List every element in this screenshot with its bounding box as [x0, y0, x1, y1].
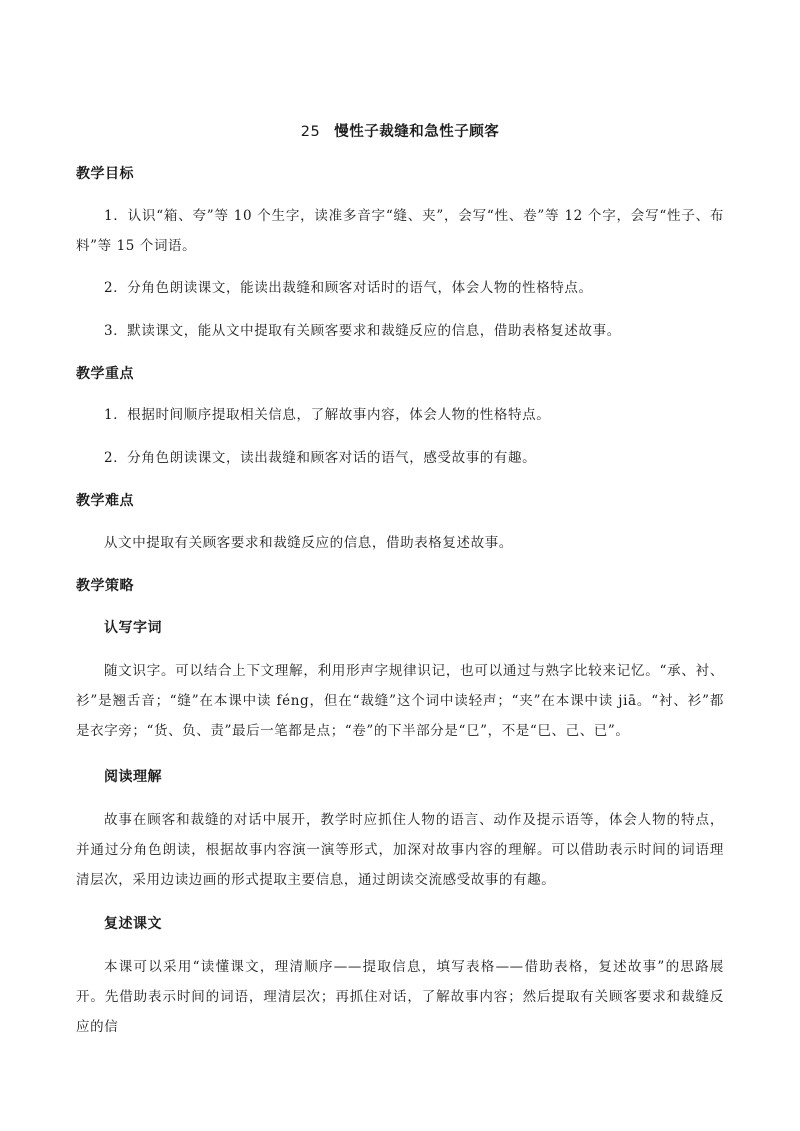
goal-item-1: 1．认识“箱、夸”等 10 个生字，读准多音字“缝、夹”，会写“性、卷”等 12 个字，会写“性子、布料”等 15 个词语。	[76, 208, 724, 254]
lesson-number: 25	[300, 124, 321, 140]
key-point-item-2: 2．分角色朗读课文，读出裁缝和顾客对话的语气，感受故事的有趣。	[104, 450, 537, 466]
section-heading-difficulties: 教学难点	[76, 493, 134, 509]
paragraph-retelling: 本课可以采用“读懂课文，理清顺序——提取信息，填写表格——借助表格，复述故事”的思路展开。先借助表示时间的词语，理清层次；再抓住对话，了解故事内容；然后提取有关顾客要求和裁缝反应的信	[76, 959, 724, 1035]
section-heading-strategies: 教学策略	[76, 578, 134, 594]
page-title	[0, 120, 800, 141]
paragraph-vocabulary: 随文识字。可以结合上下文理解，利用形声字规律识记，也可以通过与熟字比较来记忆。“承、衬、衫”是翘舌音；“缝”在本课中读 féng，但在“裁缝”这个词中读轻声；“夹”在本课中读 jiā。“衬、衫”都是衣字旁；“货、负、责”最后一笔都是点；“卷”的下半部分是“㔾”，不是“巳、己、已”。	[76, 663, 724, 739]
lesson-title: 慢性子裁缝和急性子顾客	[334, 124, 500, 140]
paragraph-reading: 故事在顾客和裁缝的对话中展开，教学时应抓住人物的语言、动作及提示语等，体会人物的特点，并通过分角色朗读，根据故事内容演一演等形式，加深对故事内容的理解。可以借助表示时间的词语理清层次，采用边读边画的形式提取主要信息，通过朗读交流感受故事的有趣。	[76, 812, 724, 888]
subheading-retelling: 复述课文	[104, 916, 162, 932]
subheading-vocabulary: 认写字词	[104, 620, 162, 636]
section-heading-goals: 教学目标	[76, 166, 134, 182]
goal-item-2: 2．分角色朗读课文，能读出裁缝和顾客对话时的语气，体会人物的性格特点。	[104, 280, 593, 296]
key-point-item-1: 1．根据时间顺序提取相关信息，了解故事内容，体会人物的性格特点。	[104, 407, 551, 423]
subheading-reading: 阅读理解	[104, 769, 162, 785]
difficulty-item-1: 从文中提取有关顾客要求和裁缝反应的信息，借助表格复述故事。	[104, 535, 513, 551]
section-heading-key-points: 教学重点	[76, 366, 134, 382]
goal-item-3: 3．默读课文，能从文中提取有关顾客要求和裁缝反应的信息，借助表格复述故事。	[104, 323, 621, 339]
